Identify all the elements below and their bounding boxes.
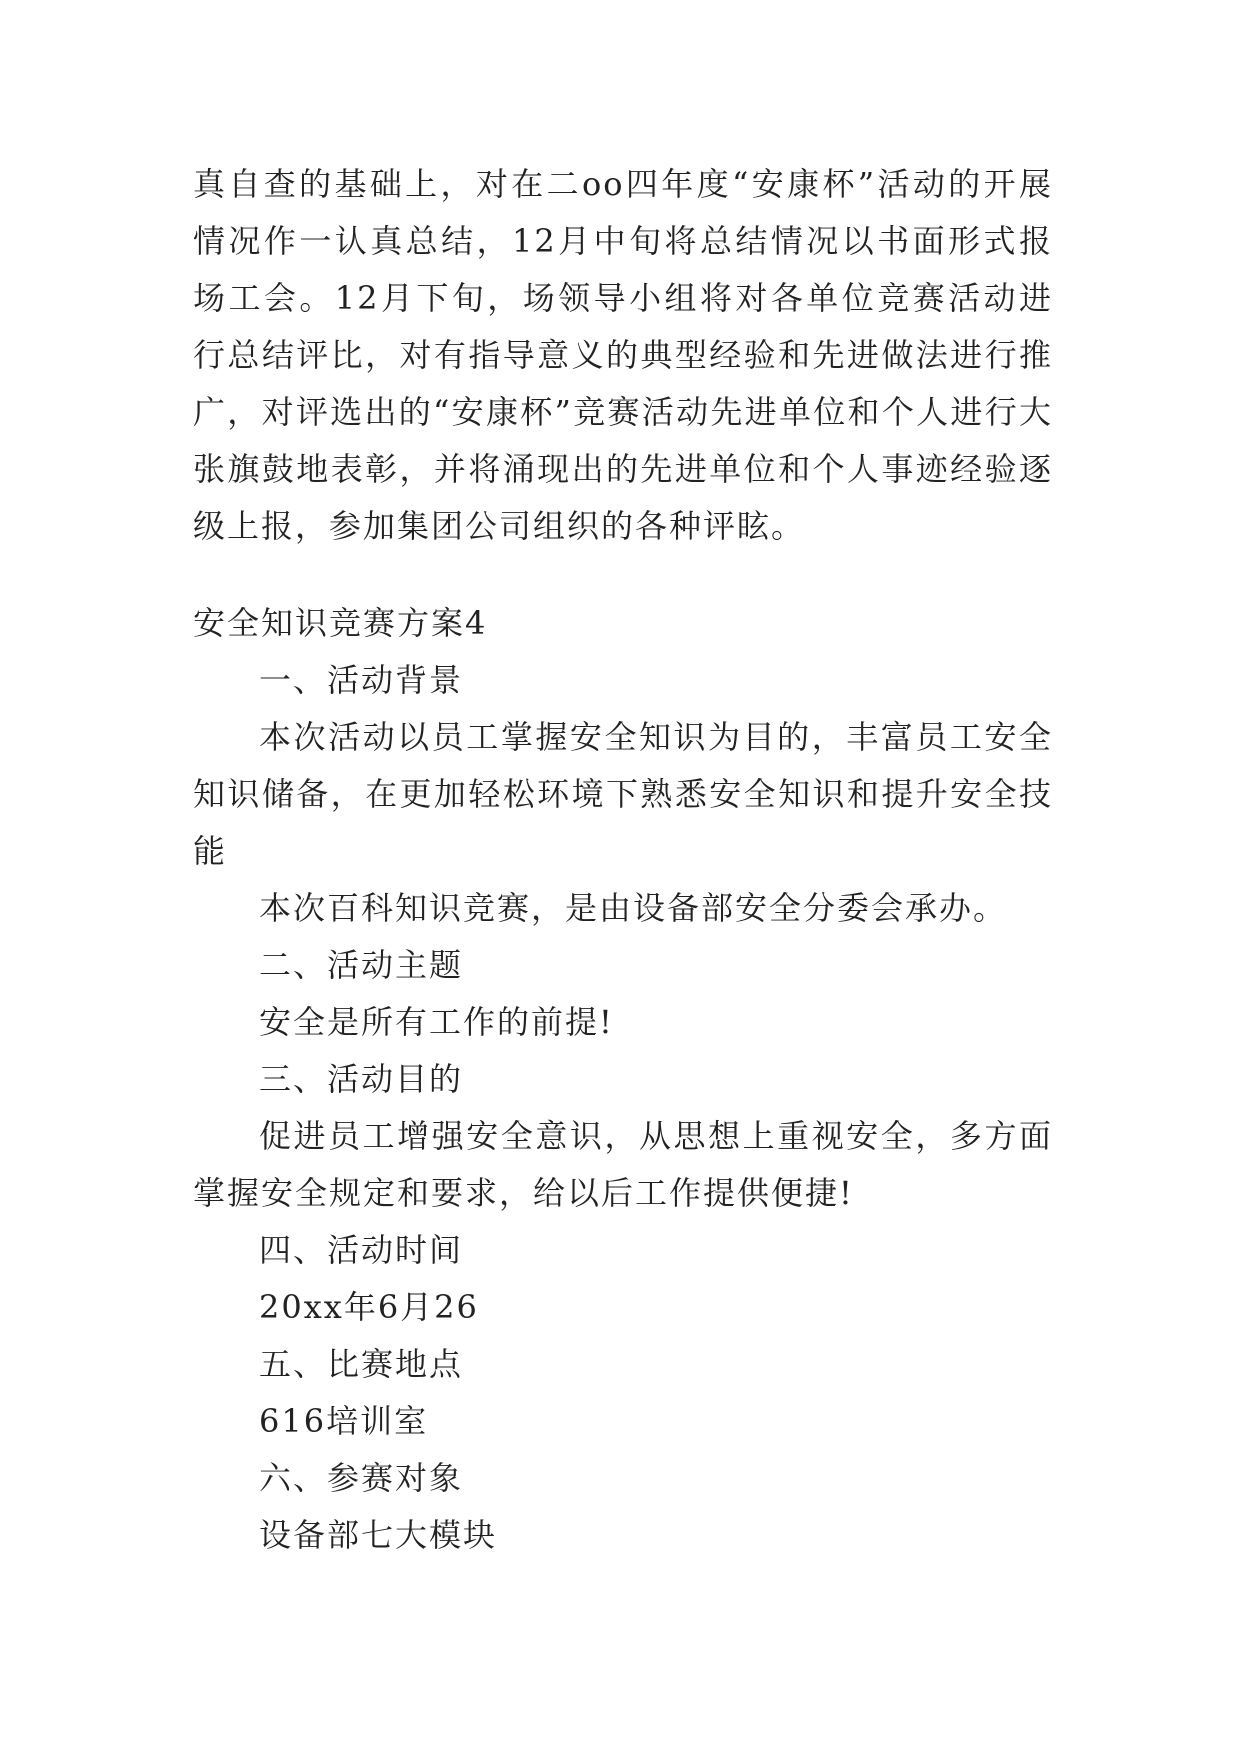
heading-participants: 六、参赛对象: [259, 1459, 464, 1497]
background-paragraph-1: 本次活动以员工掌握安全知识为目的，丰富员工安全知识储备，在更加轻松环境下熟悉安全知识和提升安全技能: [193, 718, 1053, 870]
time-paragraph: 20xx年6月26: [259, 1288, 479, 1326]
background-paragraph-2: 本次百科知识竞赛，是由设备部安全分委会承办。: [259, 889, 1008, 927]
location-paragraph: 616培训室: [259, 1402, 429, 1440]
heading-background: 一、活动背景: [259, 661, 464, 699]
participants-paragraph: 设备部七大模块: [259, 1516, 498, 1554]
purpose-paragraph: 促进员工增强安全意识，从思想上重视安全，多方面掌握安全规定和要求，给以后工作提供便捷!: [193, 1117, 1053, 1212]
section-title: 安全知识竞赛方案4: [193, 604, 488, 642]
theme-paragraph: 安全是所有工作的前提!: [259, 1003, 614, 1041]
heading-location: 五、比赛地点: [259, 1345, 464, 1383]
continuation-block: [193, 156, 1053, 555]
competition-plan-section: [193, 595, 1053, 1564]
continuation-paragraph: 真自查的基础上，对在二oo四年度“安康杯”活动的开展情况作一认真总结，12月中旬将总结情况以书面形式报场工会。12月下旬，场领导小组将对各单位竞赛活动进行总结评比，对有指导意义的典型经验和先进做法进行推广，对评选出的“安康杯”竞赛活动先进单位和个人进行大张旗鼓地表彰，并将涌现出的先进单位和个人事迹经验逐级上报，参加集团公司组织的各种评眩。: [193, 165, 1053, 545]
heading-purpose: 三、活动目的: [259, 1060, 464, 1098]
heading-theme: 二、活动主题: [259, 946, 464, 984]
heading-time: 四、活动时间: [259, 1231, 464, 1269]
